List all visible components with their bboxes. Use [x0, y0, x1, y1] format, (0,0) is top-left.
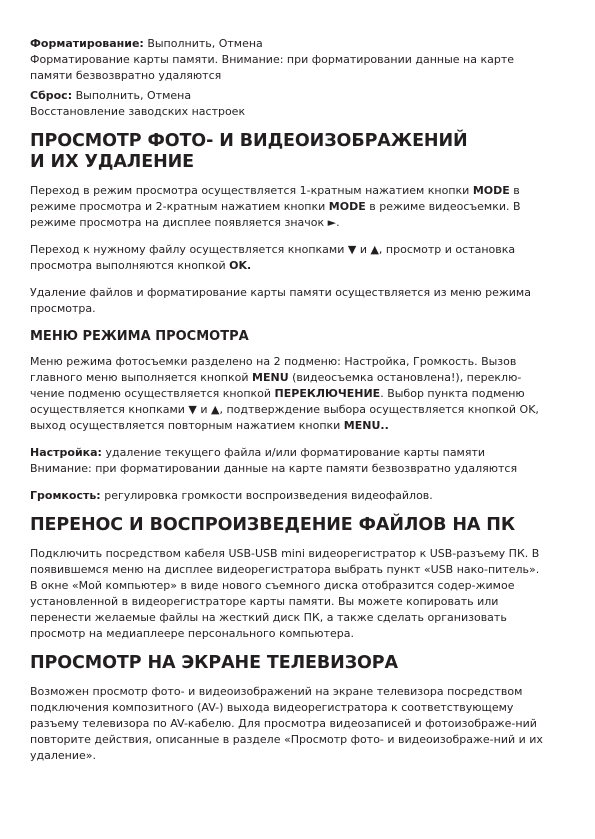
- menu-button-name: MENU: [252, 371, 289, 384]
- menu-paragraph: Меню режима фотосъемки разделено на 2 подменю: Настройка, Громкость. Вызов главного меню выполняется кнопкой MENU (видеосъемка остановлена!), переклю-чение подменю осуществляется кнопкой ПЕРЕКЛЮЧЕНИЕ. Выбор пункта подменю осуществляется кнопками ▼ и ▲, подтверждение выбора осуществляется кнопкой OK, выход осуществляется повторным нажатием кнопки MENU..: [30, 355, 539, 432]
- setup-label: Настройка:: [30, 446, 102, 459]
- format-description: Форматирование карты памяти. Внимание: при форматировании данные на карте памяти безвозвратно удаляются: [30, 53, 515, 82]
- mode-button-name: MODE: [472, 184, 510, 197]
- view-paragraph-1: Переход в режим просмотра осуществляется 1-кратным нажатием кнопки MODE в режиме просмотра и 2-кратным нажатием кнопки MODE в режиме видеосъемки. В режиме просмотра на дисплее появляется значок ►.: [30, 184, 521, 229]
- tv-paragraph: Возможен просмотр фото- и видеоизображений на экране телевизора посредством подключения композитного (AV-) выхода видеорегистратора к соответствующему разъему телевизора по AV-кабелю. Для просмотра видеозаписей и фотоизображе-ний повторите действия, описанные в разделе «Просмотр фото- и видеоизображе-ний и их удаление».: [30, 685, 543, 762]
- switch-button-name: ПЕРЕКЛЮЧЕНИЕ: [274, 387, 381, 400]
- volume-label: Громкость:: [30, 489, 101, 502]
- view-paragraph-3: Удаление файлов и форматирование карты памяти осуществляется из меню режима просмотра.: [30, 286, 531, 315]
- reset-options: Выполнить, Отмена: [72, 89, 192, 102]
- pc-section-title: ПЕРЕНОС И ВОСПРОИЗВЕДЕНИЕ ФАЙЛОВ НА ПК: [30, 515, 516, 535]
- format-option: [30, 36, 545, 52]
- menu-section-title: МЕНЮ РЕЖИМА ПРОСМОТРА: [30, 329, 249, 344]
- volume-item: Громкость: регулировка громкости воспроизведения видеофайлов.: [30, 489, 433, 502]
- ok-button-name: OK.: [229, 259, 252, 272]
- view-section-title: ПРОСМОТР ФОТО- И ВИДЕОИЗОБРАЖЕНИЙ И ИХ УДАЛЕНИЕ: [30, 131, 468, 172]
- reset-label: Сброс:: [30, 89, 73, 102]
- setup-item: Настройка: удаление текущего файла и/или форматирование карты памяти: [30, 446, 486, 459]
- reset-option: [30, 88, 545, 104]
- mode-button-name: MODE: [328, 200, 366, 213]
- format-options: Выполнить, Отмена: [143, 37, 263, 50]
- tv-section-title: ПРОСМОТР НА ЭКРАНЕ ТЕЛЕВИЗОРА: [30, 653, 398, 673]
- reset-description: Восстановление заводских настроек: [30, 105, 246, 118]
- setup-warning: Внимание: при форматировании данные на карте памяти безвозвратно удаляются: [30, 462, 518, 475]
- format-label: Форматирование:: [30, 37, 144, 50]
- view-paragraph-2: Переход к нужному файлу осуществляется кнопками ▼ и ▲, просмотр и остановка просмотра выполняются кнопкой OK.: [30, 243, 516, 272]
- menu-button-name: MENU..: [343, 419, 389, 432]
- pc-paragraph: Подключить посредством кабеля USB-USB mini видеорегистратор к USB-разъему ПК. В появившемся меню на дисплее видеорегистратора выбрать пункт «USB нако-питель». В окне «Мой компьютер» в виде нового съемного диска отобразится содер-жимое установленной в видеорегистраторе карты памяти. Вы можете копировать или перенести желаемые файлы на жесткий диск ПК, а также сделать организовать просмотр на медиаплеере персонального компьютера.: [30, 547, 540, 640]
